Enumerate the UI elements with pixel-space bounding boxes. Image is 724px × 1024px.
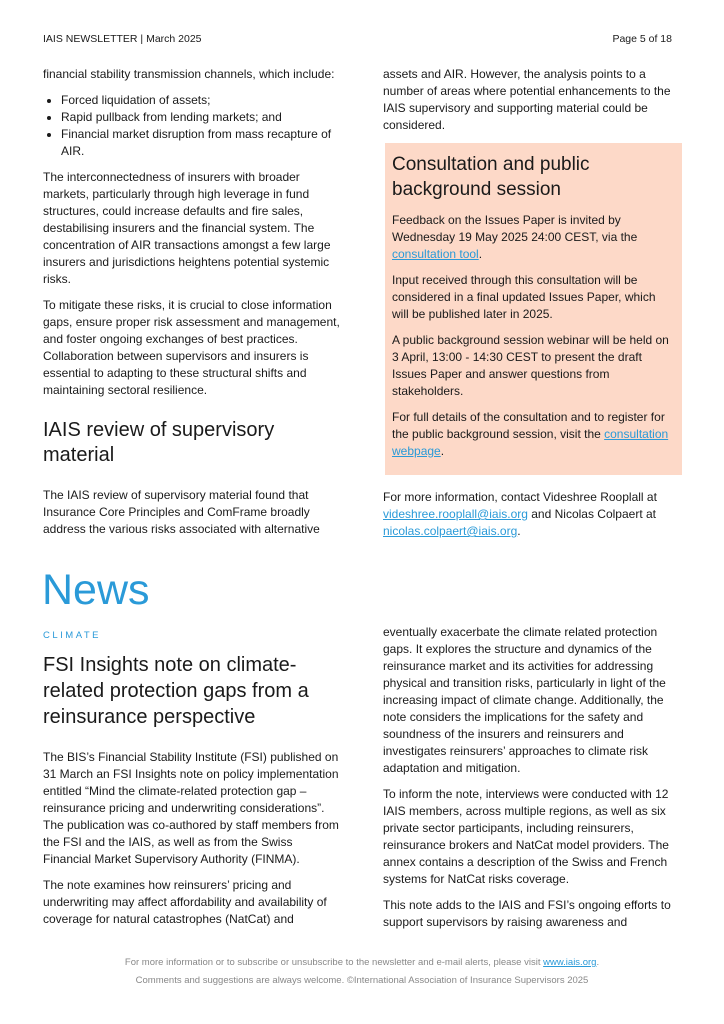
callout-text: . — [440, 444, 445, 458]
page-number: Page 5 of 18 — [612, 33, 672, 45]
list-item: • Financial market disruption from mass recapture of AIR. — [61, 126, 341, 160]
callout-paragraph: Input received through this consultation will be considered in a final updated Issues Paper, which will be published later in 2025. — [392, 273, 656, 321]
intro-paragraph: financial stability transmission channels, which include: — [43, 67, 335, 81]
callout-text: Feedback on the Issues Paper is invited by Wednesday 19 May 2025 24:00 CEST, via the — [392, 213, 638, 244]
section-heading: IAIS review of supervisory material — [43, 419, 275, 466]
article-headline: FSI Insights note on climate-related protection gaps from a reinsurance perspective — [43, 654, 309, 728]
category-tag: CLIMATE — [43, 630, 101, 641]
footer-text: For more information or to subscribe or unsubscribe to the newsletter and e-mail alerts, please visit — [124, 957, 544, 968]
paragraph: The BIS’s Financial Stability Institute (FSI) published on 31 March an FSI Insights note on policy implementation entitled “Mind the climate-related protection gap – reinsurance pricing and underwriting considerations”. The publication was co-authored by staff members from the FSI and the IAIS, as well as from the Swiss Financial Market Supervisory Authority (FINMA). — [43, 750, 339, 866]
list-item: • Rapid pullback from lending markets; and — [61, 109, 341, 126]
callout-text: . — [478, 247, 483, 261]
email-link-colpaert[interactable]: nicolas.colpaert@iais.org — [383, 524, 518, 538]
newsletter-header: IAIS NEWSLETTER | March 2025 — [43, 33, 202, 45]
list-item: • Forced liquidation of assets; — [61, 92, 341, 109]
contact-text: and Nicolas Colpaert at — [527, 507, 656, 521]
contact-text: . — [517, 524, 521, 538]
footer-text: . — [596, 957, 600, 968]
callout-text: For full details of the consultation and to register for the public background session, visit the — [392, 410, 665, 441]
callout-paragraph — [392, 409, 674, 460]
footer-subscribe — [0, 957, 724, 968]
callout-paragraph — [392, 212, 674, 263]
paragraph: assets and AIR. However, the analysis points to a number of areas where potential enhancements to the IAIS supervisory and supporting material could be considered. — [383, 67, 671, 132]
contact-text: For more information, contact Videshree Rooplall at — [383, 490, 657, 504]
consultation-webpage-link[interactable]: consultation webpage — [392, 427, 669, 458]
footer-copyright: Comments and suggestions are always welcome. ©International Association of Insurance Supervisors 2025 — [135, 975, 589, 986]
email-link-rooplall[interactable]: videshree.rooplall@iais.org — [383, 507, 528, 521]
news-section-title: News — [42, 566, 150, 614]
paragraph: The interconnectedness of insurers with broader markets, particularly through high leverage in fund structures, could increase defaults and fire sales, destabilising insurers and the financial system. The concentration of AIR transactions amongst a few large insurers and jurisdictions heightens potential systemic risks. — [43, 170, 331, 286]
left-column-top — [43, 66, 341, 547]
iais-website-link[interactable]: www.iais.org — [543, 957, 597, 968]
contact-paragraph — [383, 489, 679, 540]
paragraph: To mitigate these risks, it is crucial to close information gaps, ensure proper risk assessment and management, and foster ongoing exchanges of best practices. Collaboration between supervisors and insurers is essential to adapting to these structural shifts and maintaining sectoral resilience. — [43, 298, 340, 397]
consultation-tool-link[interactable]: consultation tool — [392, 247, 479, 261]
news-right-column — [383, 624, 683, 940]
paragraph: This note adds to the IAIS and FSI’s ongoing efforts to support supervisors by raising awareness and — [383, 898, 671, 929]
news-left-column — [43, 627, 343, 937]
paragraph: To inform the note, interviews were conducted with 12 IAIS members, across multiple regions, as well as six private sector participants, including reinsurers, reinsurance brokers and NatCat model providers. The annex contains a description of the Swiss and French systems for NatCat risks coverage. — [383, 787, 669, 886]
right-column-top — [383, 66, 679, 549]
callout-paragraph: A public background session webinar will be held on 3 April, 13:00 - 14:30 CEST to present the draft Issues Paper and answer questions from stakeholders. — [392, 333, 669, 398]
paragraph: eventually exacerbate the climate related protection gaps. It explores the structure and dynamics of the reinsurance market and its activities for addressing physical and transition risks, particularly in light of the increasing impact of climate change. Additionally, the note considers the implications for the safety and soundness of the insurers and reinsurers and investigates reinsurers’ approaches to climate risk adaptation and mitigation. — [383, 625, 666, 775]
paragraph: The note examines how reinsurers’ pricing and underwriting may affect affordability and availability of coverage for natural catastrophes (NatCat) and — [43, 878, 327, 926]
consultation-callout — [385, 143, 682, 475]
paragraph: The IAIS review of supervisory material found that Insurance Core Principles and ComFrame broadly address the various risks associated with alternative — [43, 488, 320, 536]
risk-channel-list — [43, 92, 341, 160]
callout-title: Consultation and public background session — [392, 154, 590, 200]
